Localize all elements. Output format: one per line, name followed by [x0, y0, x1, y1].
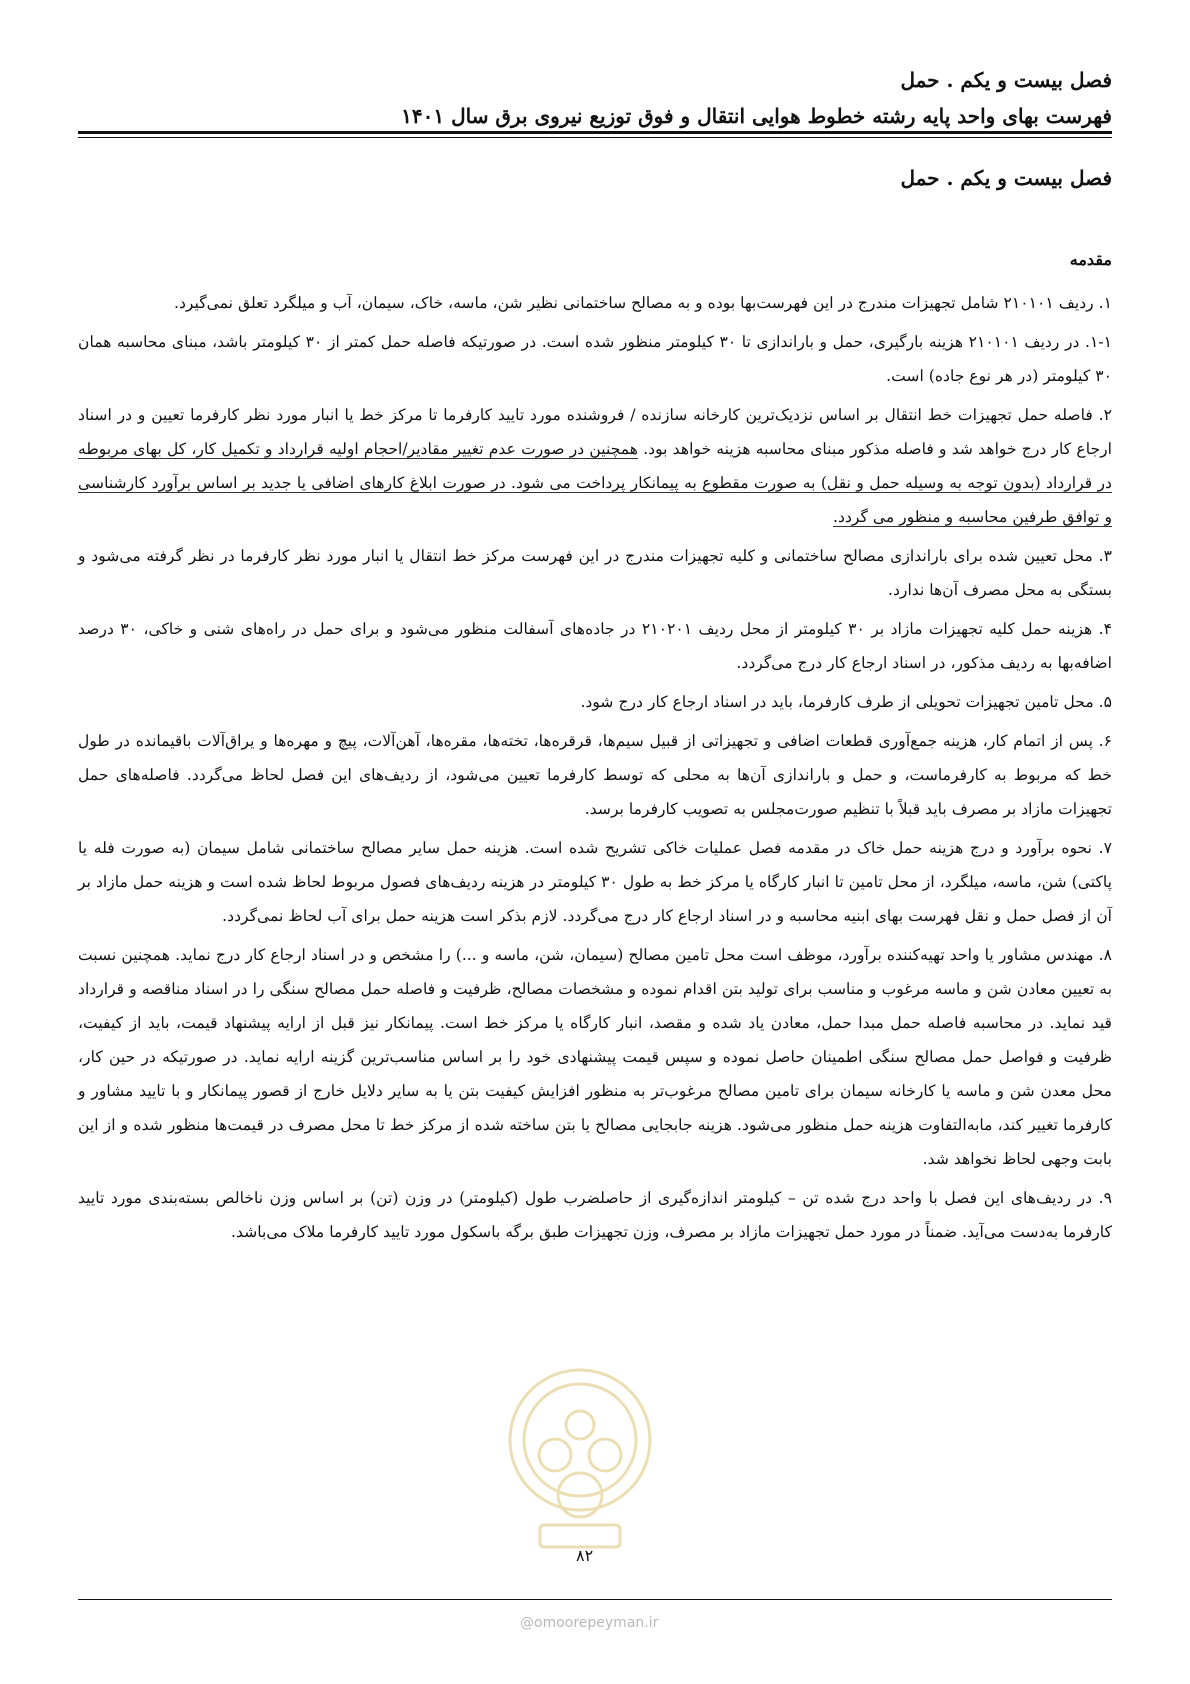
paragraph-5: ۵. محل تامین تجهیزات تحویلی از طرف کارفرما، باید در اسناد ارجاع کار درج شود.	[580, 693, 1112, 711]
header-rule-thin	[78, 137, 1112, 138]
paragraph-1-1: ۱-۱. در ردیف ۲۱۰۱۰۱ هزینه بارگیری، حمل و باراندازی تا ۳۰ کیلومتر منظور شده است. در صورتیکه فاصله حمل کمتر از ۳۰ کیلومتر باشد، مبنای محاسبه همان ۳۰ کیلومتر (در هر نوع جاده) است.	[78, 333, 1112, 385]
paragraph-4: ۴. هزینه حمل کلیه تجهیزات مازاد بر ۳۰ کیلومتر از محل ردیف ۲۱۰۲۰۱ در جاده‌های آسفالت منظور می‌شود و برای حمل در راه‌های شنی و خاکی، ۳۰ درصد اضافه‌بها به ردیف مذکور، در اسناد ارجاع کار درج می‌گردد.	[78, 620, 1113, 672]
paragraph-8: ۸. مهندس مشاور یا واحد تهیه‌کننده برآورد، موظف است محل تامین مصالح (سیمان، شن، ماسه و ...) را مشخص و در اسناد ارجاع کار درج نماید. همچنین نسبت به تعیین معادن شن و ماسه مرغوب و مناسب برای تولید بتن اقدام نموده و مشخصات مصالح، ظرفیت و فاصله حمل مصالح سنگی را در اسناد مناقصه و قرارداد قید نماید. در محاسبه فاصله حمل مبدا حمل، معادن یاد شده و مقصد، انبار کارگاه یا مرکز خط است. پیمانکار نیز قبل از ارایه پیشنهاد قیمت، باید از کیفیت، ظرفیت و فواصل حمل مصالح سنگی اطمینان حاصل نموده و سپس قیمت پیشنهادی خود را بر اساس مناسب‌ترین گزینه ارایه نماید. در صورتیکه در حین کار، محل معدن شن و ماسه یا کارخانه سیمان برای تامین مصالح مرغوب‌تر به منظور افزایش کیفیت بتن یا به سایر دلایل خارج از قصور پیمانکار و با تایید مشاور و کارفرما تغییر کند، مابه‌التفاوت هزینه حمل منظور می‌شود. هزینه جابجایی مصالح یا بتن ساخته شده از مرکز خط تا محل مصرف در قیمت‌ها منظور شده و از این بابت وجهی لحاظ نخواهد شد.	[78, 946, 1112, 1168]
intro-heading: مقدمه	[1069, 250, 1112, 269]
page-header	[78, 62, 1112, 134]
paragraph-1: ۱. ردیف ۲۱۰۱۰۱ شامل تجهیزات مندرج در این فهرست‌بها بوده و به مصالح ساختمانی نظیر شن، ماسه، خاک، سیمان، آب و میلگرد تعلق نمی‌گیرد.	[174, 294, 1112, 312]
paragraph-7: ۷. نحوه برآورد و درج هزینه حمل خاک در مقدمه فصل عملیات خاکی تشریح شده است. هزینه حمل سایر مصالح ساختمانی شامل سیمان (به صورت فله یا پاکتی) شن، ماسه، میلگرد، از محل تامین تا انبار کارگاه یا مرکز خط به طول ۳۰ کیلومتر در هزینه ردیف‌های فصول مربوط لحاظ شده است و هزینه حمل مازاد بر آن از فصل حمل و نقل فهرست بهای ابنیه محاسبه و در اسناد ارجاع کار درج می‌گردد. لازم بذکر است هزینه حمل برای آب لحاظ نمی‌گردد.	[78, 839, 1112, 925]
header-chapter: فصل بیست و یکم . حمل	[900, 68, 1112, 92]
paragraph-2	[78, 398, 1112, 534]
page-number: ۸۲	[576, 1546, 594, 1565]
footer-rule	[78, 1599, 1112, 1600]
paragraph-2-highlight: همچنین در صورت عدم تغییر مقادیر/احجام اولیه قرارداد و تکمیل کار، کل بهای مربوطه در قرارداد (بدون توجه به وسیله حمل و نقل) به صورت مقطوع به پیمانکار پرداخت می شود. در صورت ابلاغ کارهای اضافی یا جدید بر اساس برآورد کارشناسی و توافق طرفین محاسبه و منظور می گردد.	[78, 440, 1112, 526]
paragraph-2-text: ۲. فاصله حمل تجهیزات خط انتقال بر اساس نزدیک‌ترین کارخانه سازنده / فروشنده مورد تایید کارفرما تا مرکز خط یا انبار مورد نظر کارفرما تعیین و در اسناد ارجاع کار درج خواهد شد و فاصله مذکور مبنای محاسبه هزینه خواهد بود.	[78, 406, 1112, 458]
header-rule-thick	[78, 131, 1112, 134]
paragraph-6: ۶. پس از اتمام کار، هزینه جمع‌آوری قطعات اضافی و تجهیزاتی از قبیل سیم‌ها، قرقره‌ها، تخته‌ها، مقره‌ها، آهن‌آلات، پیچ و مهره‌ها و یراق‌آلات باقیمانده در طول خط که مربوط به کارفرماست، و حمل و باراندازی آن‌ها به محلی که توسط کارفرما تعیین می‌شود، از ردیف‌های این فصل لحاظ می‌گردد. فاصله‌های حمل تجهیزات مازاد بر مصرف باید قبلاً با تنظیم صورت‌مجلس به تصویب کارفرما برسد.	[78, 732, 1112, 818]
paragraph-9: ۹. در ردیف‌های این فصل با واحد درج شده تن – کیلومتر اندازه‌گیری از حاصلضرب طول (کیلومتر) در وزن (تن) بر اساس وزن ناخالص بسته‌بندی مورد تایید کارفرما به‌دست می‌آید. ضمناً در مورد حمل تجهیزات مازاد بر مصرف، وزن تجهیزات طبق برگه باسکول مورد تایید کارفرما ملاک می‌باشد.	[78, 1189, 1112, 1241]
paragraph-3: ۳. محل تعیین شده برای باراندازی مصالح ساختمانی و کلیه تجهیزات مندرج در این فهرست مرکز خط انتقال یا انبار مورد نظر کارفرما در نظر گرفته می‌شود و بستگی به محل مصرف آن‌ها ندارد.	[78, 547, 1112, 599]
body-text	[78, 286, 1112, 1254]
watermark-seal-icon	[500, 1345, 660, 1560]
section-title: فصل بیست و یکم . حمل	[900, 166, 1112, 190]
footer-site-watermark: @omoorepeyman.ir	[520, 1615, 659, 1631]
header-subtitle: فهرست بهای واحد پایه رشته خطوط هوایی انتقال و فوق توزیع نیروی برق سال ۱۴۰۱	[401, 104, 1112, 128]
